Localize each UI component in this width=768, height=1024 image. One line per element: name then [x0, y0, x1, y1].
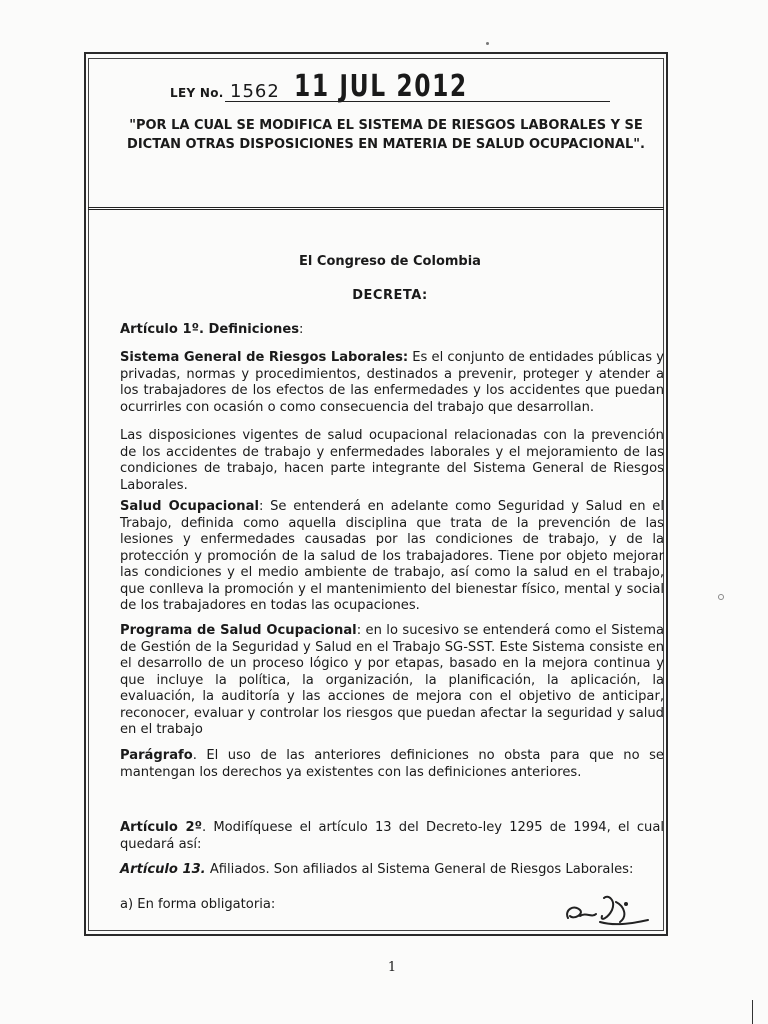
paragrafo-text: . El uso de las anteriores definiciones no obsta para que no se mantengan los derechos ya existentes con las definiciones anteriores.	[120, 748, 664, 780]
signature-icon	[560, 888, 656, 928]
definition-sistema-general	[120, 350, 664, 416]
definition-programa-salud	[120, 623, 664, 739]
article-13	[120, 862, 664, 879]
definition-text: : Se entenderá en adelante como Seguridad y Salud en el Trabajo, definida como aquella disciplina que trata de la prevención de las lesiones y enfermedades causadas por las condiciones de trabajo, y de la protección y promoción de la salud de los trabajadores. Tiene por objeto mejorar las condiciones y el medio ambiente de trabajo, así como la salud en el trabajo, que conlleva la promoción y el mantenimiento del bienestar físico, mental y social de los trabajadores en todas las ocupaciones.	[120, 499, 664, 613]
date-stamp: 11 JUL 2012	[294, 69, 468, 104]
article-1-colon: :	[299, 322, 304, 337]
article-13-title: Artículo 13.	[120, 862, 206, 877]
law-number-underline	[225, 101, 610, 102]
inner-page-border	[88, 58, 664, 931]
law-number: 1562	[230, 81, 280, 102]
definition-term: Programa de Salud Ocupacional	[120, 623, 357, 638]
paragrafo-term: Parágrafo	[120, 748, 193, 763]
paragrafo	[120, 748, 664, 781]
article-13-text: Afiliados. Son afiliados al Sistema General de Riesgos Laborales:	[205, 862, 634, 877]
definition-salud-ocupacional	[120, 499, 664, 615]
definition-term: Salud Ocupacional	[120, 499, 259, 514]
paragraph-disposiciones: Las disposiciones vigentes de salud ocupacional relacionadas con la prevención de los accidentes de trabajo y enfermedades laborales y el mejoramiento de las condiciones de trabajo, hacen parte integrante del Sistema General de Riesgos Laborales.	[120, 428, 664, 493]
header-divider	[88, 207, 664, 210]
definition-term: Sistema General de Riesgos Laborales:	[120, 350, 409, 365]
law-label: LEY No.	[170, 86, 224, 100]
decree-heading: DECRETA:	[352, 288, 428, 303]
article-2-title: Artículo 2º	[120, 820, 202, 835]
law-title: "POR LA CUAL SE MODIFICA EL SISTEMA DE RIESGOS LABORALES Y SE DICTAN OTRAS DISPOSICIONES EN MATERIA DE SALUD OCUPACIONAL".	[127, 118, 645, 152]
definition-text: Es el conjunto de entidades públicas y privadas, normas y procedimientos, destinados a prevenir, proteger y atender a los trabajadores de los efectos de las enfermedades y los accidentes que puedan ocurrirles con ocasión o como consecuencia del trabajo que desarrollan.	[120, 350, 664, 415]
article-1-title: Artículo 1º. Definiciones	[120, 322, 299, 337]
article-2-text: . Modifíquese el artículo 13 del Decreto-ley 1295 de 1994, el cual quedará así:	[120, 820, 664, 852]
issuer-heading: El Congreso de Colombia	[299, 254, 481, 269]
handwritten-initials	[560, 888, 656, 932]
definition-text: : en lo sucesivo se entenderá como el Sistema de Gestión de la Seguridad y Salud en el Trabajo SG-SST. Este Sistema consiste en el desarrollo de un proceso lógico y por etapas, basado en la mejora continua y que incluye la política, la organización, la planificación, la aplicación, la evaluación, la auditoría y las acciones de mejora con el objetivo de anticipar, reconocer, evaluar y controlar los riesgos que puedan afectar la seguridad y salud en el trabajo	[120, 623, 664, 737]
page-edge-mark	[752, 1000, 753, 1024]
article-2	[120, 820, 664, 853]
page-number: 1	[387, 960, 397, 975]
scan-speck	[486, 42, 489, 45]
law-number-line	[170, 64, 610, 104]
scan-speck	[718, 594, 724, 600]
article-1-heading	[120, 322, 664, 339]
list-item-a: a) En forma obligatoria:	[120, 897, 276, 912]
